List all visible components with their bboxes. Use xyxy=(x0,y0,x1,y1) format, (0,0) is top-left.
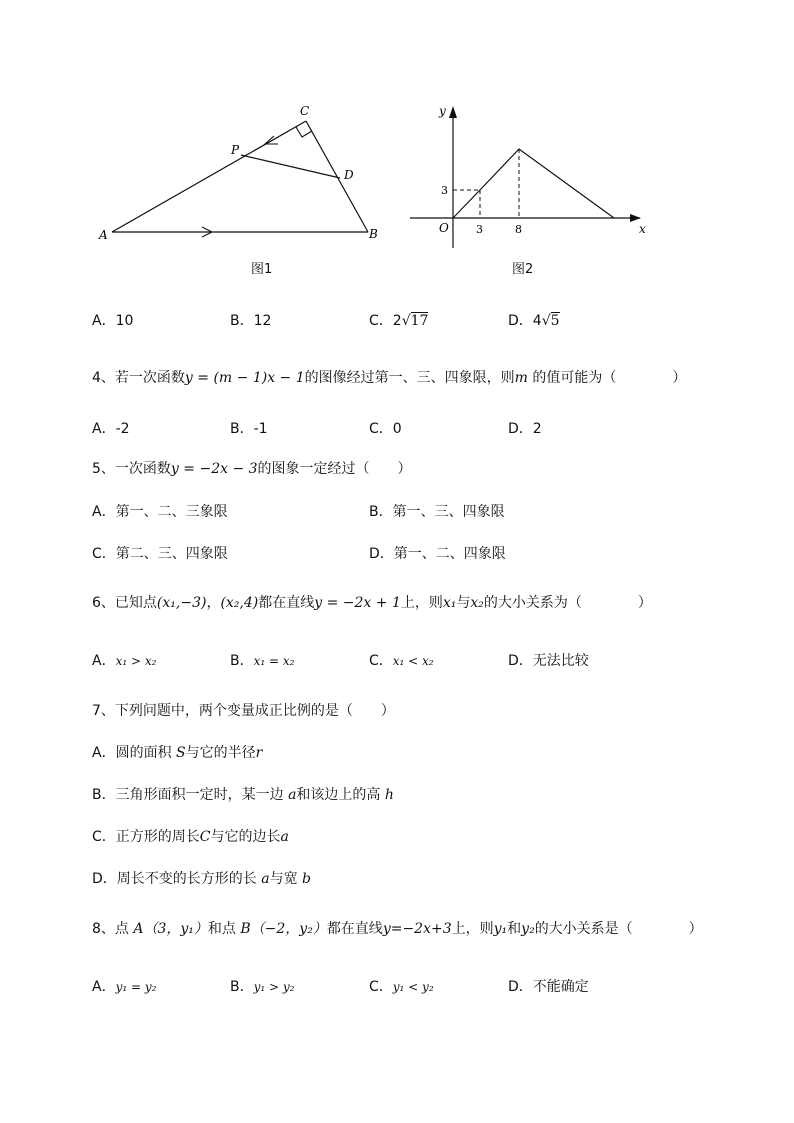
segment-CB xyxy=(306,121,368,232)
q6-suffix: 的大小关系为（ ） xyxy=(483,595,652,611)
q7-option-a-var2: r xyxy=(255,745,263,761)
label-C: C xyxy=(300,104,310,118)
q6-option-b-expr: x₁ = x₂ xyxy=(253,654,295,668)
q6-formula: y = −2x + 1 xyxy=(314,595,401,611)
q6-sep: ， xyxy=(206,595,221,611)
q7-option-c-var2: a xyxy=(280,829,289,845)
q4-formula: y = (m − 1)x − 1 xyxy=(184,370,305,386)
figure2-graph xyxy=(405,98,655,253)
q6-point1: (x₁,−3) xyxy=(156,595,207,611)
label-D: D xyxy=(344,168,354,182)
q5-formula: y = −2x − 3 xyxy=(170,461,258,477)
label-O: O xyxy=(439,221,449,235)
q7-stem: 7、下列问题中，两个变量成正比例的是（ ） xyxy=(92,703,395,719)
figure1-triangle xyxy=(90,95,390,245)
q7-option-b-var1: a xyxy=(288,787,297,803)
label-B: B xyxy=(369,227,378,241)
q8-v1: y₁ xyxy=(493,921,508,937)
q7-option-c-var1: C xyxy=(199,829,211,845)
q5-option-a[interactable]: A．第一、二、三象限 xyxy=(92,504,228,520)
q6-mid2: 上，则 xyxy=(400,595,443,611)
q8-mid4: 和 xyxy=(507,921,522,937)
q4-option-c[interactable]: C．0 xyxy=(369,421,402,437)
sqrt-sign: √ xyxy=(541,313,551,329)
q8-option-c-label: C． xyxy=(369,979,393,995)
q8-option-b[interactable] xyxy=(230,978,294,996)
q8-option-a[interactable] xyxy=(92,978,156,996)
q8-option-d[interactable]: D．不能确定 xyxy=(508,979,589,995)
q8-option-b-label: B． xyxy=(230,979,254,995)
q3-option-d-prefix: D．4 xyxy=(508,313,542,329)
q3-option-c-radicand: 17 xyxy=(410,313,429,329)
q7-option-c-text: C．正方形的周长 xyxy=(92,829,200,845)
q6-prefix: 6、已知点 xyxy=(92,595,157,611)
label-A: A xyxy=(99,228,108,242)
figure2-caption: 图2 xyxy=(512,262,534,277)
q6-option-c[interactable] xyxy=(369,652,434,670)
graph-polyline xyxy=(453,149,614,218)
q6-option-d[interactable]: D．无法比较 xyxy=(508,653,589,669)
q8-option-c-expr: y₁ < y₂ xyxy=(392,980,434,994)
q5-option-d[interactable]: D．第一、二、四象限 xyxy=(369,546,506,562)
q4-option-b[interactable]: B．-1 xyxy=(230,421,268,437)
q7-option-d-mid: 与宽 xyxy=(269,871,303,887)
q8-mid3: 上，则 xyxy=(451,921,494,937)
tick-x3: 3 xyxy=(476,223,483,236)
q7-option-d-var1: a xyxy=(261,871,270,887)
label-x: x xyxy=(639,222,646,236)
q6-point2: (x₂,4) xyxy=(220,595,259,611)
q8-option-a-label: A． xyxy=(92,979,116,995)
q4-middle: 的图像经过第一、三、四象限，则 xyxy=(304,370,515,386)
q3-option-c-prefix: C．2 xyxy=(369,313,402,329)
q6-option-b[interactable] xyxy=(230,652,294,670)
q4-stem xyxy=(92,369,686,387)
tick-x8: 8 xyxy=(515,223,522,236)
q5-option-c[interactable]: C．第二、三、四象限 xyxy=(92,546,228,562)
q5-stem xyxy=(92,460,412,478)
q8-point-a: A（3，y₁） xyxy=(133,921,208,937)
q4-var: m xyxy=(514,370,528,386)
q8-v2: y₂ xyxy=(521,921,535,937)
q8-option-c[interactable] xyxy=(369,978,434,996)
q7-option-a-var1: S xyxy=(176,745,186,761)
label-y: y xyxy=(439,104,446,118)
q4-option-a[interactable]: A．-2 xyxy=(92,421,130,437)
q6-option-c-expr: x₁ < x₂ xyxy=(392,654,434,668)
q3-option-d[interactable] xyxy=(508,312,560,330)
q6-v1: x₁ xyxy=(442,595,457,611)
segment-PD xyxy=(241,155,340,178)
q6-mid3: 与 xyxy=(456,595,471,611)
tick-y3: 3 xyxy=(441,184,448,197)
q7-option-a-mid: 与它的半径 xyxy=(185,745,256,761)
q7-option-b[interactable] xyxy=(92,786,394,804)
q7-option-a[interactable] xyxy=(92,744,262,762)
q7-option-c-mid: 与它的边长 xyxy=(210,829,281,845)
q8-suffix: 的大小关系是（ ） xyxy=(534,921,703,937)
q7-option-d-var2: b xyxy=(302,871,312,887)
y-axis-arrow xyxy=(449,106,457,118)
q7-option-b-var2: h xyxy=(384,787,394,803)
q7-option-b-text: B．三角形面积一定时，某一边 xyxy=(92,787,289,803)
q6-stem xyxy=(92,594,652,612)
q6-option-a-label: A． xyxy=(92,653,116,669)
arrow-on-CA xyxy=(265,136,278,144)
q7-option-d[interactable] xyxy=(92,870,311,888)
q8-option-a-expr: y₁ = y₂ xyxy=(115,980,157,994)
q8-prefix: 8、点 xyxy=(92,921,134,937)
q8-mid2: 都在直线 xyxy=(326,921,383,937)
q8-mid1: 和点 xyxy=(207,921,241,937)
q3-option-a[interactable]: A．10 xyxy=(92,313,134,329)
sqrt-sign: √ xyxy=(401,313,411,329)
q6-mid1: 都在直线 xyxy=(258,595,315,611)
q7-option-d-text: D．周长不变的长方形的长 xyxy=(92,871,262,887)
x-axis-arrow xyxy=(630,214,641,222)
q5-prefix: 5、一次函数 xyxy=(92,461,171,477)
q6-option-c-label: C． xyxy=(369,653,393,669)
q5-option-b[interactable]: B．第一、三、四象限 xyxy=(369,504,505,520)
q3-option-b[interactable]: B．12 xyxy=(230,313,272,329)
q6-option-a-expr: x₁ > x₂ xyxy=(115,654,157,668)
segment-AC xyxy=(112,121,306,232)
q3-option-c[interactable] xyxy=(369,312,428,330)
q8-formula: y=−2x+3 xyxy=(382,921,452,937)
q4-suffix: 的值可能为（ ） xyxy=(527,370,687,386)
q8-option-b-expr: y₁ > y₂ xyxy=(253,980,295,994)
q6-option-a[interactable] xyxy=(92,652,156,670)
figure1-caption: 图1 xyxy=(251,262,273,277)
q4-option-d[interactable]: D．2 xyxy=(508,421,542,437)
q7-option-a-text: A．圆的面积 xyxy=(92,745,177,761)
q5-suffix: 的图象一定经过（ ） xyxy=(257,461,412,477)
q4-prefix: 4、若一次函数 xyxy=(92,370,185,386)
label-P: P xyxy=(231,143,240,157)
q6-v2: x₂ xyxy=(470,595,484,611)
q8-point-b: B（−2，y₂） xyxy=(240,921,327,937)
q6-option-b-label: B． xyxy=(230,653,254,669)
q3-option-d-radicand: 5 xyxy=(550,313,560,329)
q7-option-c[interactable] xyxy=(92,828,289,846)
q7-option-b-mid: 和该边上的高 xyxy=(296,787,385,803)
q8-stem xyxy=(92,920,703,938)
